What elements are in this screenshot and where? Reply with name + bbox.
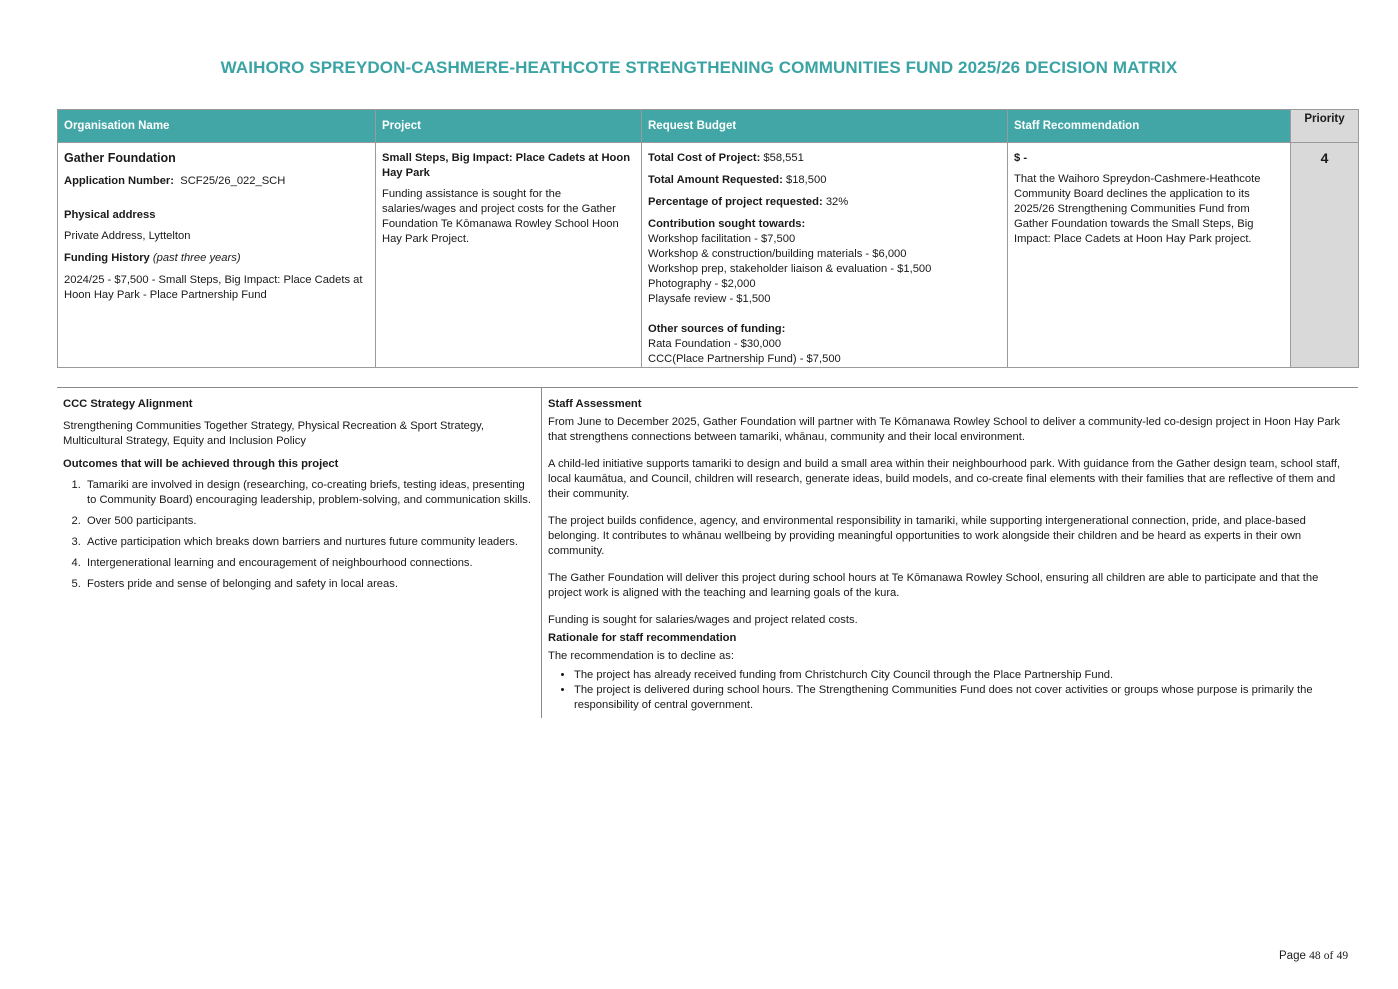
- list-item: 3. Active participation which breaks down barriers and nurtures future community leaders.: [84, 535, 533, 550]
- other-funding-label: Other sources of funding:: [648, 323, 786, 335]
- staff-assessment-heading: Staff Assessment: [548, 398, 642, 410]
- page-number: [1279, 950, 1348, 962]
- project-cell: [376, 143, 642, 368]
- header-organisation-name: Organisation Name: [58, 110, 376, 143]
- assessment-paragraph: A child-led initiative supports tamariki to design and build a small area within their neighbourhood park. With guidance from the Gather design team, school staff, local kaumātua, and Council, children will research, generate ideas, build models, and co-create final elements with their families that are reflective of them and their community.: [548, 458, 1341, 500]
- strategy-alignment-section: [63, 397, 533, 598]
- rationale-heading: Rationale for staff recommendation: [548, 632, 737, 644]
- funding-history-note: (past three years): [152, 252, 241, 264]
- table-header-row: [58, 110, 1359, 143]
- organisation-cell: [58, 143, 376, 368]
- rationale-intro: The recommendation is to decline as:: [548, 650, 734, 662]
- amount-requested-label: Total Amount Requested:: [648, 174, 783, 186]
- staff-assessment-section: [548, 397, 1353, 713]
- application-number-label: Application Number:: [64, 175, 175, 187]
- document-title: WAIHORO SPREYDON-CASHMERE-HEATHCOTE STRENGTHENING COMMUNITIES FUND 2025/26 DECISION MATRIX: [220, 58, 1178, 77]
- header-priority: Priority: [1291, 110, 1359, 143]
- amount-requested-value: $18,500: [785, 174, 827, 186]
- assessment-paragraph: The Gather Foundation will deliver this project during school hours at Te Kōmanawa Rowley School, ensuring all children are able to participate and that the project work is aligned with the teaching and learning goals of the kura.: [548, 572, 1319, 599]
- total-cost-label: Total Cost of Project:: [648, 152, 761, 164]
- percentage-requested: [648, 195, 1001, 210]
- physical-address-value: Private Address, Lyttelton: [64, 230, 191, 242]
- staff-recommendation-cell: [1008, 143, 1291, 368]
- total-cost-value: $58,551: [763, 152, 804, 164]
- list-item: • The project is delivered during school hours. The Strengthening Communities Fund does not cover activities or groups whose purpose is primarily the responsibility of central government.: [574, 683, 1353, 713]
- rationale-list: [548, 668, 1353, 713]
- outcomes-heading: Outcomes that will be achieved through this project: [63, 458, 339, 470]
- page-total: 49: [1336, 950, 1349, 962]
- list-item: Workshop prep, stakeholder liaison & evaluation - $1,500: [648, 263, 932, 275]
- assessment-paragraph: From June to December 2025, Gather Foundation will partner with Te Kōmanawa Rowley School to deliver a community-led co-design project in Hoon Hay Park that strengthens connections between tamariki, whānau, community and their local environment.: [548, 416, 1341, 443]
- list-item: Workshop facilitation - $7,500: [648, 233, 796, 245]
- total-cost: [648, 151, 1001, 166]
- list-item: 4. Intergenerational learning and encouragement of neighbourhood connections.: [84, 556, 533, 571]
- application-number: [64, 174, 369, 189]
- list-item: CCC(Place Partnership Fund) - $7,500: [648, 353, 841, 365]
- funding-history-heading: [64, 251, 369, 266]
- list-item: 5. Fosters pride and sense of belonging and safety in local areas.: [84, 577, 533, 592]
- list-item: Workshop & construction/building materials - $6,000: [648, 248, 907, 260]
- staff-recommendation-text: That the Waihoro Spreydon-Cashmere-Heathcote Community Board declines the application to its 2025/26 Strengthening Communities Fund from Gather Foundation towards the Small Steps, Big Impact: Place Cadets at Hoon Hay Park project.: [1014, 173, 1261, 245]
- outcomes-list: [63, 478, 533, 592]
- funding-history-label: Funding History: [64, 252, 150, 264]
- section-divider: [57, 387, 1358, 388]
- project-description: Funding assistance is sought for the salaries/wages and project costs for the Gather Foundation Te Kōmanawa Rowley School Hoon Hay Park Project.: [382, 188, 619, 245]
- header-request-budget: Request Budget: [642, 110, 1008, 143]
- header-project: Project: [376, 110, 642, 143]
- header-staff-recommendation: Staff Recommendation: [1008, 110, 1291, 143]
- recommended-amount: $ -: [1014, 152, 1028, 164]
- other-funding-list: [648, 337, 1001, 367]
- percentage-requested-value: 32%: [825, 196, 849, 208]
- project-title: Small Steps, Big Impact: Place Cadets at Hoon Hay Park: [382, 152, 631, 179]
- amount-requested: [648, 173, 1001, 188]
- table-row: [58, 143, 1359, 368]
- contribution-label: Contribution sought towards:: [648, 218, 806, 230]
- list-item: • The project has already received funding from Christchurch City Council through the Place Partnership Fund.: [574, 668, 1353, 683]
- page-word: Page: [1279, 950, 1306, 962]
- physical-address-label: Physical address: [64, 209, 156, 221]
- page-current: 48: [1309, 950, 1321, 962]
- priority-value: 4: [1291, 143, 1359, 368]
- strategy-alignment-heading: CCC Strategy Alignment: [63, 398, 193, 410]
- list-item: Rata Foundation - $30,000: [648, 338, 782, 350]
- organisation-name: Gather Foundation: [64, 151, 176, 165]
- application-number-value: SCF25/26_022_SCH: [180, 175, 286, 187]
- funding-history-entry: 2024/25 - $7,500 - Small Steps, Big Impact: Place Cadets at Hoon Hay Park - Place Partnership Fund: [64, 274, 363, 301]
- request-budget-cell: [642, 143, 1008, 368]
- decision-matrix-table: [57, 109, 1359, 368]
- list-item: 1. Tamariki are involved in design (researching, co-creating briefs, testing ideas, presenting to Community Board) encouraging leadership, problem-solving, and communication skills.: [84, 478, 533, 508]
- assessment-paragraph: The project builds confidence, agency, and environmental responsibility in tamariki, while supporting intergenerational connection, pride, and place-based belonging. It contributes to whānau wellbeing by providing meaningful opportunities to work alongside their children and be heard as experts in their own community.: [548, 515, 1306, 557]
- contribution-list: [648, 232, 1001, 307]
- page-of: of: [1323, 950, 1334, 962]
- assessment-paragraph: Funding is sought for salaries/wages and project related costs.: [548, 614, 858, 626]
- list-item: Playsafe review - $1,500: [648, 293, 771, 305]
- list-item: Photography - $2,000: [648, 278, 756, 290]
- strategy-list: Strengthening Communities Together Strategy, Physical Recreation & Sport Strategy, Multicultural Strategy, Equity and Inclusion Policy: [63, 420, 484, 447]
- list-item: 2. Over 500 participants.: [84, 514, 533, 529]
- percentage-requested-label: Percentage of project requested:: [648, 196, 823, 208]
- column-divider: [541, 387, 542, 718]
